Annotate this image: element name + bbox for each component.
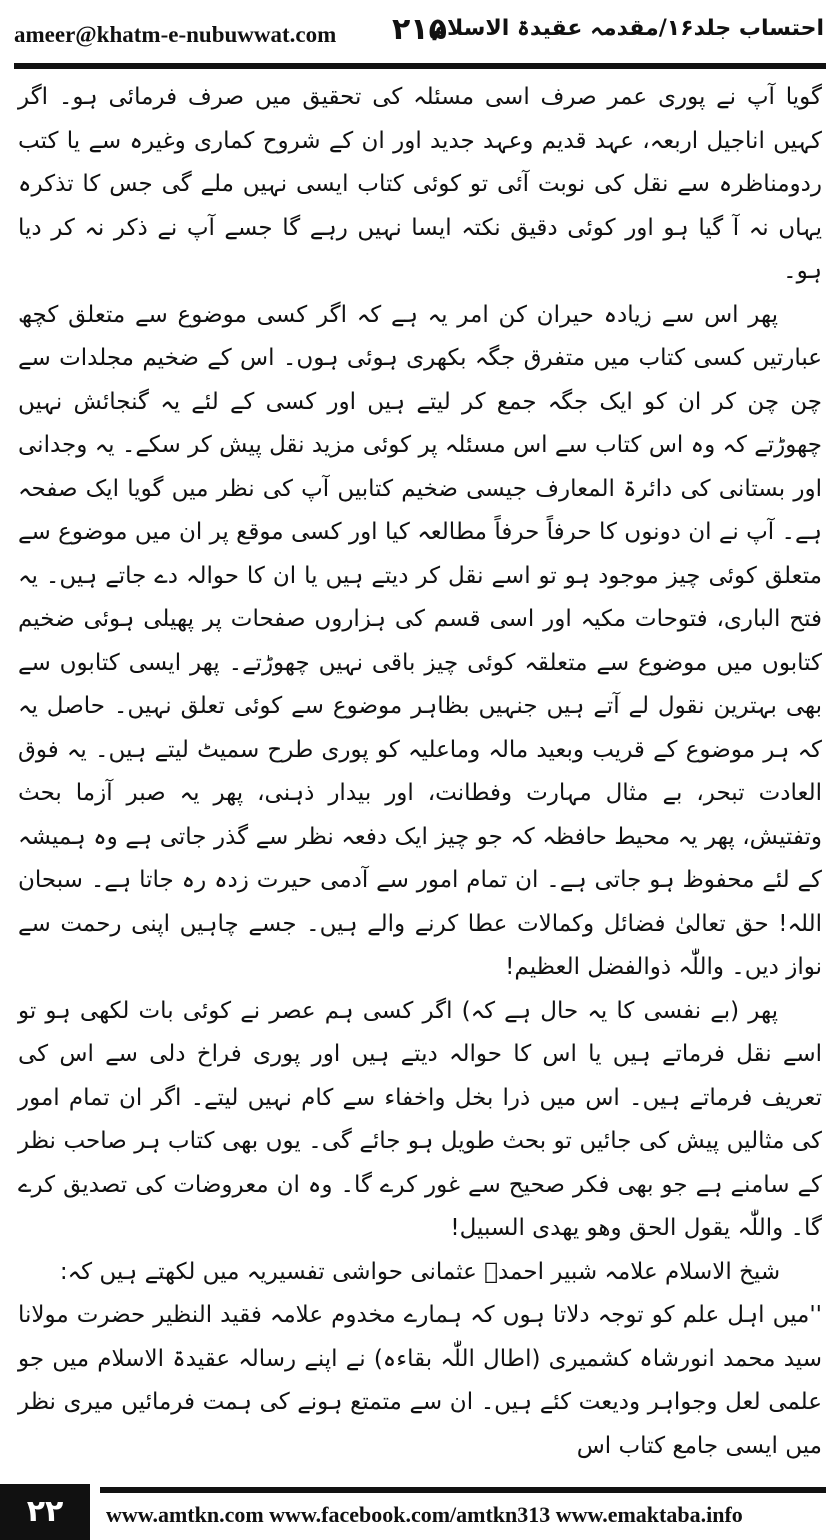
footer-links: www.amtkn.com www.facebook.com/amtkn313 www.emaktaba.info (106, 1502, 743, 1527)
header-email: ameer@khatm-e-nubuwwat.com (14, 22, 337, 47)
header-book-title: احتساب جلد۱۶/مقدمہ عقیدۃ الاسلام (430, 16, 824, 41)
paragraph-3: پھر (بے نفسی کا یہ حال ہے کہ) اگر کسی ہم عصر نے کوئی بات لکھی ہو تو اسے نقل فرماتے ہیں یا اس کا حوالہ دیتے ہیں اور پوری فراخ دلی سے اس کی تعریف فرماتے ہیں۔ اس میں ذرا بخل واخفاء سے کام نہیں لیتے۔ اگر ان تمام امور کی مثالیں پیش کی جائیں تو بحث طویل ہو جائے گی۔ یوں بھی کتاب ہر صاحب نظر کے سامنے ہے جو بھی فکر صحیح سے غور کرے گا۔ وہ ان معروضات کی تصدیق کرے گا۔ واللّٰہ یقول الحق وھو یھدی السبیل! (18, 997, 822, 1241)
paragraph-5-quote: ''میں اہل علم کو توجہ دلاتا ہوں کہ ہمارے مخدوم علامہ فقید النظیر حضرت مولانا سید محمد انورشاہ کشمیری (اطال اللّٰہ بقاءہ) نے اپنے رسالہ عقیدۃ الاسلام میں جو علمی لعل وجواہر ودیعت کئے ہیں۔ ان سے متمتع ہونے کی ہمت فرمائیں میری نظر میں ایسی جامع کتاب اس (18, 1302, 822, 1459)
header-page-number: ۲۱۵ (392, 12, 447, 47)
paragraph-4: شیخ الاسلام علامہ شبیر احمدؒ عثمانی حواشی تفسیریہ میں لکھتے ہیں کہ: (59, 1258, 781, 1285)
paragraph-1: گویا آپ نے پوری عمر صرف اسی مسئلہ کی تحقیق میں صرف فرمائی ہو۔ اگر کہیں اناجیل اربعہ، عہد قدیم وعہد جدید اور ان کے شروح کماری وغیرہ سے یا کتب ردومناظرہ سے نقل کی نوبت آئی تو کوئی کتاب ایسی نہیں ملے گی جس کا تذکرہ یہاں نہ آ گیا ہو اور کوئی دقیق نکتہ ایسا نہیں رہے گا جسے آپ نے ذکر نہ کر دیا ہو۔ (18, 84, 822, 284)
header-rule (14, 63, 826, 69)
footer-rule (100, 1487, 826, 1493)
footer-page-number: ۲۲ (0, 1484, 90, 1540)
page-header (0, 0, 840, 64)
paragraph-2: پھر اس سے زیادہ حیران کن امر یہ ہے کہ اگر کسی موضوع سے متعلق کچھ عبارتیں کسی کتاب میں متفرق جگہ بکھری ہوئی ہوں۔ اس کے ضخیم مجلدات سے چن چن کر ان کو ایک جگہ جمع کر لیتے ہیں اور کسی کے لئے یہ گنجائش نہیں چھوڑتے کہ وہ اس کتاب سے اس مسئلہ پر کوئی مزید نقل پیش کر سکے۔ یہ وجدانی اور بستانی کی دائرۃ المعارف جیسی ضخیم کتابیں آپ کی نظر میں گویا ایک صفحہ ہے۔ آپ نے ان دونوں کا حرفاً حرفاً مطالعہ کیا اور کسی موقع پر ان میں موضوع سے متعلق کوئی چیز موجود ہو تو اسے نقل کر دیتے ہیں یا ان کا حوالہ دے جاتے ہیں۔ یہ فتح الباری، فتوحات مکیہ اور اسی قسم کی ہزاروں صفحات پر پھیلی ہوئی ضخیم کتابوں میں موضوع سے متعلقہ کوئی چیز باقی نہیں چھوڑتے۔ پھر ایسی کتابوں سے بھی بہترین نقول لے آتے ہیں جنہیں بظاہر موضوع سے کوئی تعلق نہیں۔ حاصل یہ کہ ہر موضوع کے قریب وبعید مالہ وماعلیہ کو پوری طرح سمیٹ لیتے ہیں۔ یہ فوق العادت تبحر، بے مثال مہارت وفطانت، اور بیدار ذہنی، پھر یہ صبر آزما بحث وتفتیش، پھر یہ محیط حافظہ کہ جو چیز ایک دفعہ نظر سے گذر جاتی ہے وہ ہمیشہ کے لئے محفوظ ہو جاتی ہے۔ ان تمام امور سے آدمی حیرت زدہ رہ جاتا ہے۔ سبحان اللہ! حق تعالیٰ فضائل وکمالات عطا کرنے والے ہیں۔ جسے چاہیں اپنی رحمت سے نواز دیں۔ واللّٰہ ذوالفضل العظیم! (18, 301, 822, 980)
page-body (18, 76, 822, 1459)
